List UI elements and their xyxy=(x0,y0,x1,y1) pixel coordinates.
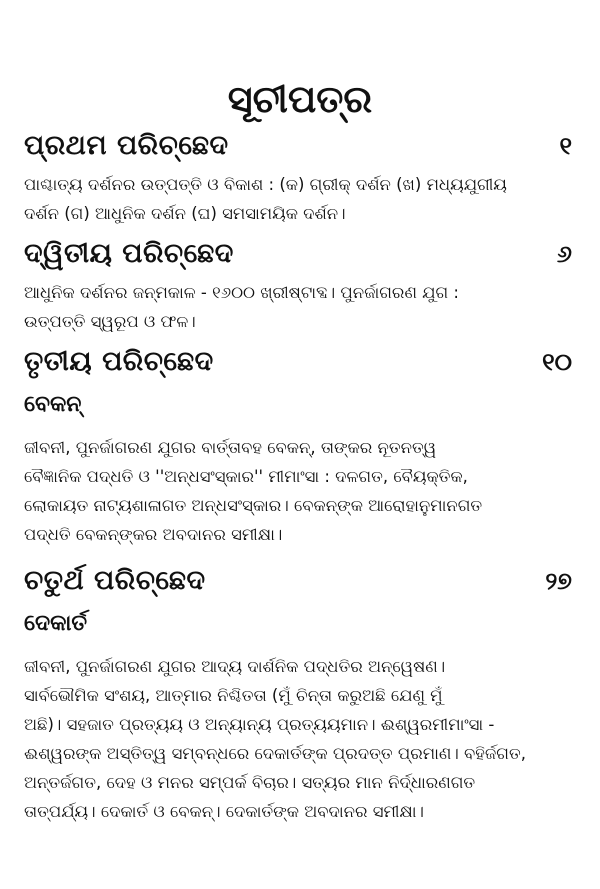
chapter-2 xyxy=(24,238,576,336)
chapter-summary xyxy=(24,278,576,336)
chapter-heading-row xyxy=(24,130,576,162)
chapter-subheading: ବେକନ୍ xyxy=(24,392,82,417)
chapter-subheading: ଦେକାର୍ତ xyxy=(24,611,88,636)
chapter-1 xyxy=(24,130,576,228)
chapter-summary xyxy=(24,433,576,549)
summary-line: ତାତ୍ପର୍ଯ୍ୟ। ଦେକାର୍ତ ଓ ବେକନ୍। ଦେକାର୍ତଙ୍କ ଅବଦାନର ସମୀକ୍ଷା। xyxy=(24,802,424,821)
summary-line: ବୈଜ୍ଞାନିକ ପଦ୍ଧତି ଓ ''ଅନ୍ଧସଂସ୍କାର'' ମୀମାଂସା : ଦଳଗତ, ବୈୟକ୍ତିକ, xyxy=(24,467,468,486)
page-number: ୨୭ xyxy=(545,567,572,595)
summary-line: ଜୀବନୀ, ପୁନର୍ଜାଗରଣ ଯୁଗର ଆଦ୍ୟ ଦାର୍ଶନିକ ପଦ୍ଧତିର ଅନ୍ୱେଷଣ। xyxy=(24,657,446,676)
summary-line: ଜୀବନୀ, ପୁନର୍ଜାଗରଣ ଯୁଗର ବାର୍ତ୍ତାବହ ବେକନ୍, ତାଙ୍କର ନୂତନତ୍ୱ xyxy=(24,438,437,457)
chapter-4 xyxy=(24,565,576,826)
page-title: ସୂଚୀପତ୍ର xyxy=(227,77,373,121)
summary-line: ଦର୍ଶନ (ଗ) ଆଧୁନିକ ଦର୍ଶନ (ଘ) ସମସାମୟିକ ଦର୍ଶନ। xyxy=(24,204,346,223)
summary-line: ସାର୍ବଭୌମିକ ସଂଶୟ, ଆତ୍ମାର ନିଶ୍ଚିତତା (ମୁଁ ଚିନ୍ତା କରୁଅଛି ଯେଣୁ ମୁଁ xyxy=(24,686,443,705)
summary-line: ପଦ୍ଧତି ବେକନ୍ଙ୍କର ଅବଦାନର ସମୀକ୍ଷା। xyxy=(24,525,283,544)
chapter-heading: ପ୍ରଥମ ପରିଚ୍ଛେଦ xyxy=(24,130,229,161)
chapter-3 xyxy=(24,346,576,549)
chapter-heading: ଚତୁର୍ଥ ପରିଚ୍ଛେଦ xyxy=(24,565,206,596)
chapter-heading-row xyxy=(24,346,576,378)
chapter-heading: ଦ୍ୱିତୀୟ ପରିଚ୍ଛେଦ xyxy=(24,238,234,269)
summary-line: ଉତ୍ପତ୍ତି ସ୍ୱରୂପ ଓ ଫଳ। xyxy=(24,312,196,331)
summary-line: ପାଶ୍ଚାତ୍ୟ ଦର୍ଶନର ଉତ୍ପତ୍ତି ଓ ବିକାଶ : (କ) ଗ୍ରୀକ୍ ଦର୍ଶନ (ଖ) ମଧ୍ୟଯୁଗୀୟ xyxy=(24,175,507,194)
summary-line: ଅଛି)। ସହଜାତ ପ୍ରତ୍ୟୟ ଓ ଅନ୍ୟାନ୍ୟ ପ୍ରତ୍ୟୟମାନ। ଈଶ୍ୱରମୀମାଂସା - xyxy=(24,715,495,734)
summary-line: ଲୋକାୟତ ନାଟ୍ୟଶାଳାଗତ ଅନ୍ଧସଂସ୍କାର। ବେକନ୍ଙ୍କ ଆରୋହାନୁମାନଗତ xyxy=(24,496,483,515)
page-number: ୧ xyxy=(559,132,572,160)
page-number: ୬ xyxy=(556,240,572,268)
summary-line: ଅନ୍ତର୍ଜଗତ, ଦେହ ଓ ମନର ସମ୍ପର୍କ ବିଚାର। ସତ୍ୟର ମାନ ନିର୍ଦ୍ଧାରଣଗତ xyxy=(24,773,476,792)
summary-line: ଆଧୁନିକ ଦର୍ଶନର ଜନ୍ମକାଳ - ୧୬୦୦ ଖ୍ରୀଷ୍ଟାବ୍ଦ। ପୁନର୍ଜାଗରଣ ଯୁଗ : xyxy=(24,283,459,302)
chapter-heading-row xyxy=(24,565,576,597)
page-number: ୧୦ xyxy=(542,348,572,376)
chapter-summary xyxy=(24,652,576,826)
chapter-heading: ତୃତୀୟ ପରିଚ୍ଛେଦ xyxy=(24,346,214,377)
chapter-heading-row xyxy=(24,238,576,270)
summary-line: ଈଶ୍ୱରଙ୍କ ଅସ୍ତିତ୍ୱ ସମ୍ବନ୍ଧରେ ଦେକାର୍ତଙ୍କ ପ୍ରଦତ୍ତ ପ୍ରମାଣ। ବହିର୍ଜଗତ, xyxy=(24,744,526,763)
chapter-summary xyxy=(24,170,576,228)
